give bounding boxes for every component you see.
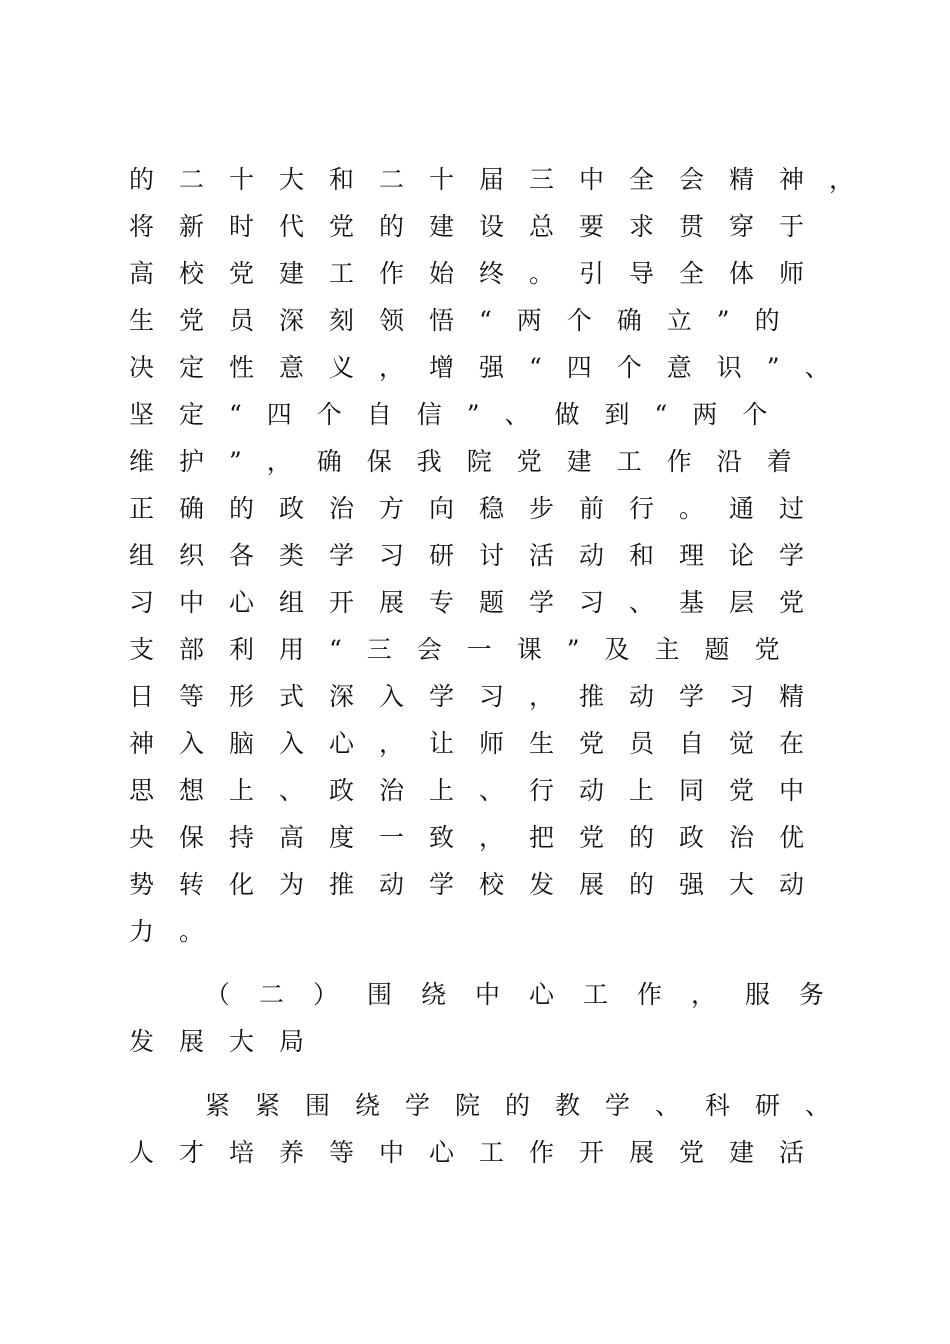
text-line: 日等形式深入学习，推动学习精 (129, 682, 830, 711)
text-line: 将新时代党的建设总要求贯穿于 (129, 212, 830, 241)
text-line: 高校党建工作始终。引导全体师 (129, 259, 830, 288)
text-line: 生党员深刻领悟“两个确立”的 (129, 306, 805, 335)
text-line: 央保持高度一致，把党的政治优 (129, 823, 830, 852)
text-line: 习中心组开展专题学习、基层党 (129, 588, 830, 617)
text-line: 坚定“四个自信”、做到“两个 (129, 400, 793, 429)
text-line: 人才培养等中心工作开展党建活 (129, 1138, 830, 1167)
text-line: 支部利用“三会一课”及主题党 (129, 635, 805, 664)
heading-line: （二）围绕中心工作，服务 (205, 980, 854, 1009)
text-line: 正确的政治方向稳步前行。通过 (129, 494, 830, 523)
heading-line: 发展大局 (129, 1027, 330, 1056)
text-line: 神入脑入心，让师生党员自觉在 (129, 729, 830, 758)
text-line: 的二十大和二十届三中全会精神， (129, 165, 880, 194)
text-line: 思想上、政治上、行动上同党中 (129, 776, 830, 805)
text-line: 紧紧围绕学院的教学、科研、 (205, 1091, 856, 1120)
text-line: 维护”，确保我院党建工作沿着 (129, 447, 817, 476)
text-line: 组织各类学习研讨活动和理论学 (129, 541, 830, 570)
text-line: 势转化为推动学校发展的强大动 (129, 870, 830, 899)
text-line: 决定性意义，增强“四个意识”、 (129, 353, 855, 382)
text-line: 力。 (129, 917, 230, 946)
